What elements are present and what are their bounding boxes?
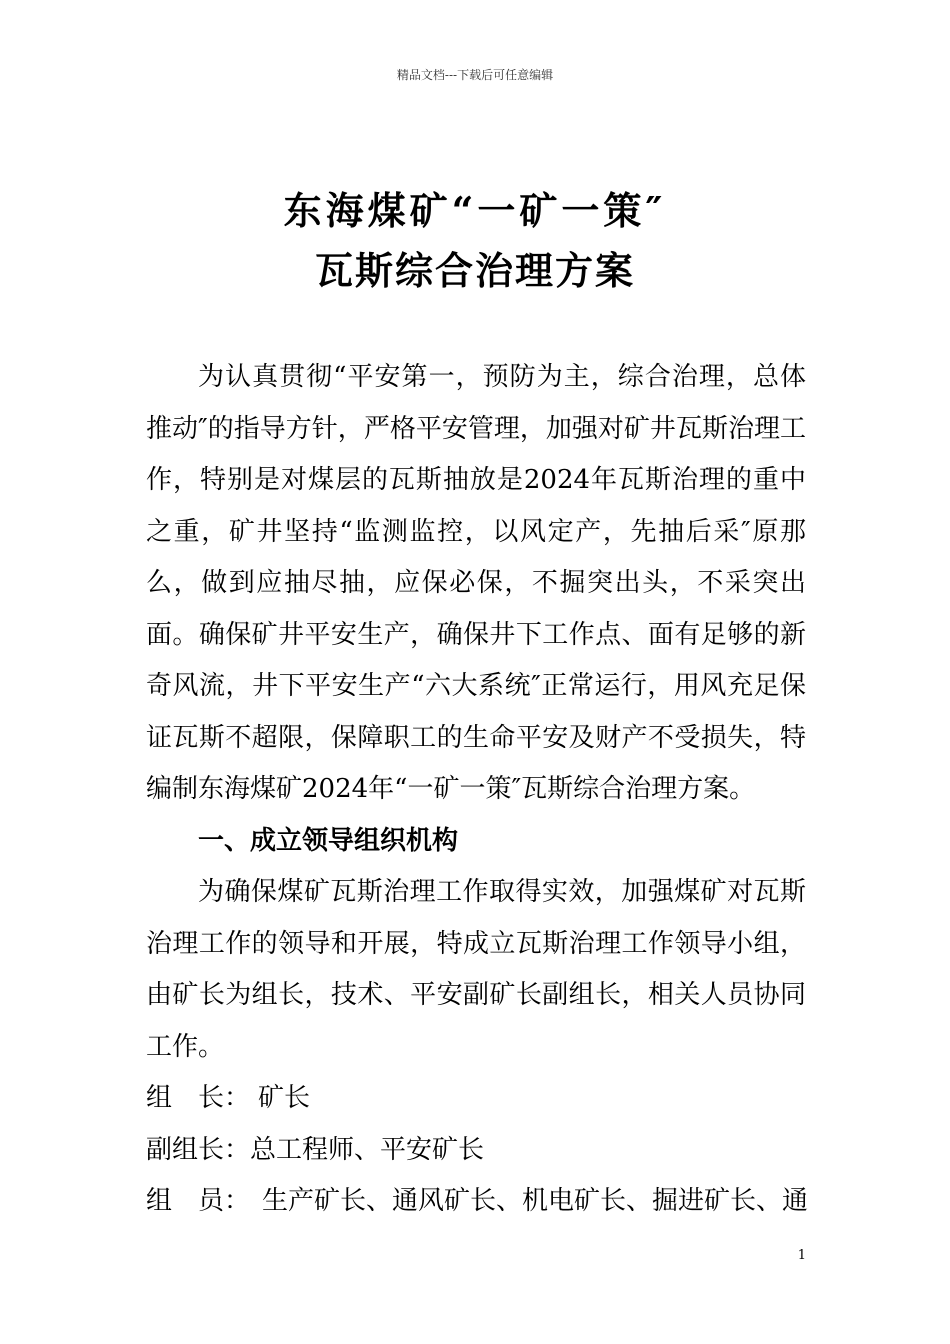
section-heading-1: 一、成立领导组织机构 <box>198 825 459 856</box>
page-number: 1 <box>797 1248 806 1263</box>
role-value: 生产矿长、通风矿长、机电矿长、掘进矿长、通 <box>262 1186 809 1216</box>
role-label: 组 长： <box>146 1083 251 1113</box>
role-label: 副组长： <box>146 1134 251 1165</box>
header-note: 精品文档---下载后可任意编辑 <box>396 68 554 82</box>
role-value: 矿长 <box>258 1083 311 1113</box>
intro-paragraph: 为认真贯彻“平安第一，预防为主，综合治理，总体推动″的指导方针，严格平安管理，加强对矿井瓦斯治理工作，特别是对煤层的瓦斯抽放是2024年瓦斯治理的重中之重，矿井坚持“监测监控，以风定产，先抽后采″原那么，做到应抽尽抽，应保必保，不掘突出头，不采突出面。确保矿井平安生产，确保井下工作点、面有足够的新奇风流，井下平安生产“六大系统″正常运行，用风充足保证瓦斯不超限，保障职工的生命平安及财产不受损失，特编制东海煤矿2024年“一矿一策″瓦斯综合治理方案。 <box>146 362 806 804</box>
document-body <box>146 352 809 1228</box>
role-label: 组 员： <box>146 1186 251 1216</box>
document-title-line2: 瓦斯综合治理方案 <box>314 249 635 293</box>
role-line-members <box>146 1176 809 1228</box>
section1-paragraph: 为确保煤矿瓦斯治理工作取得实效，加强煤矿对瓦斯治理工作的领导和开展，特成立瓦斯治理工作领导小组，由矿长为组长，技术、平安副矿长副组长，相关人员协同工作。 <box>146 877 806 1062</box>
role-line-leader <box>146 1073 806 1125</box>
role-line-deputy <box>146 1125 806 1177</box>
role-value: 总工程师、平安矿长 <box>250 1134 485 1165</box>
document-title-line1: 东海煤矿“一矿一策″ <box>283 188 667 233</box>
